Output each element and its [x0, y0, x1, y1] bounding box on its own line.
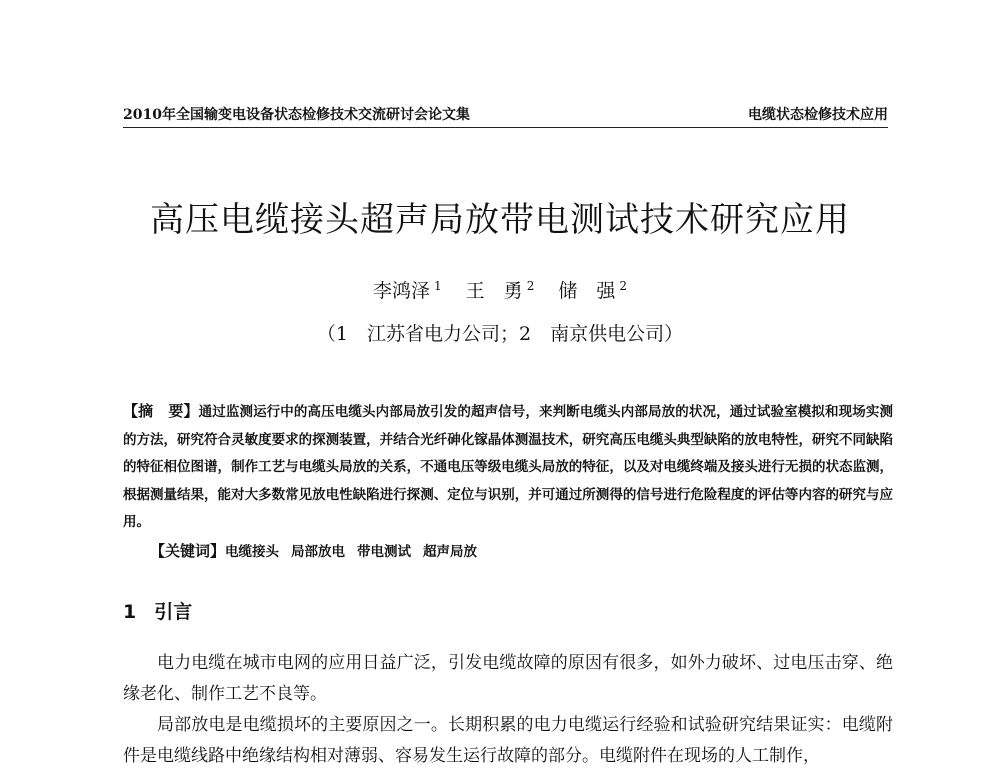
author: 储 强 $^2$ [558, 278, 628, 302]
abstract [123, 398, 893, 537]
keyword: 带电测试 [357, 544, 412, 560]
paper-title: 高压电缆接头超声局放带电测试技术研究应用 [150, 200, 850, 240]
header-left: 2010年全国输变电设备状态检修技术交流研讨会论文集 [123, 107, 470, 123]
body-paragraph: 电力电缆在城市电网的应用日益广泛，引发电缆故障的原因有很多，如外力破坏、过电压击穿、绝缘老化、制作工艺不良等。 [123, 653, 893, 704]
abstract-label: 【摘 要】 [123, 402, 199, 420]
keyword: 电缆接头 [225, 544, 280, 560]
author: 王 勇 $^2$ [465, 278, 535, 302]
keywords [150, 540, 890, 561]
keyword: 超声局放 [423, 544, 478, 560]
body-paragraph: 局部放电是电缆损坏的主要原因之一。长期积累的电力电缆运行经验和试验研究结果证实：电缆附件是电缆线路中绝缘结构相对薄弱、容易发生运行故障的部分。电缆附件在现场的人工制作， [123, 715, 893, 766]
affiliation: （1 江苏省电力公司；2 南京供电公司） [316, 323, 684, 345]
author-list [0, 276, 1000, 303]
section-title: 引言 [154, 601, 193, 623]
abstract-text: 通过监测运行中的高压电缆头内部局放引发的超声信号，来判断电缆头内部局放的状况，通过试验室模拟和现场实测的方法，研究符合灵敏度要求的探测装置，并结合光纤砷化镓晶体测温技术，研究高压电缆头典型缺陷的放电特性，研究不同缺陷的特征相位图谱，制作工艺与电缆头局放的关系，不通电压等级电缆头局放的特征，以及对电缆终端及接头进行无损的状态监测，根据测量结果，能对大多数常见放电性缺陷进行探测、定位与识别，并可通过所测得的信号进行危险程度的评估等内容的研究与应用。 [123, 404, 893, 530]
running-header [123, 104, 888, 128]
keyword: 局部放电 [291, 544, 346, 560]
section-heading [123, 597, 192, 624]
section-number: 1 [123, 601, 137, 623]
header-right: 电缆状态检修技术应用 [748, 107, 888, 123]
author: 李鸿泽 $^1$ [372, 278, 442, 302]
keywords-label: 【关键词】 [150, 542, 226, 560]
